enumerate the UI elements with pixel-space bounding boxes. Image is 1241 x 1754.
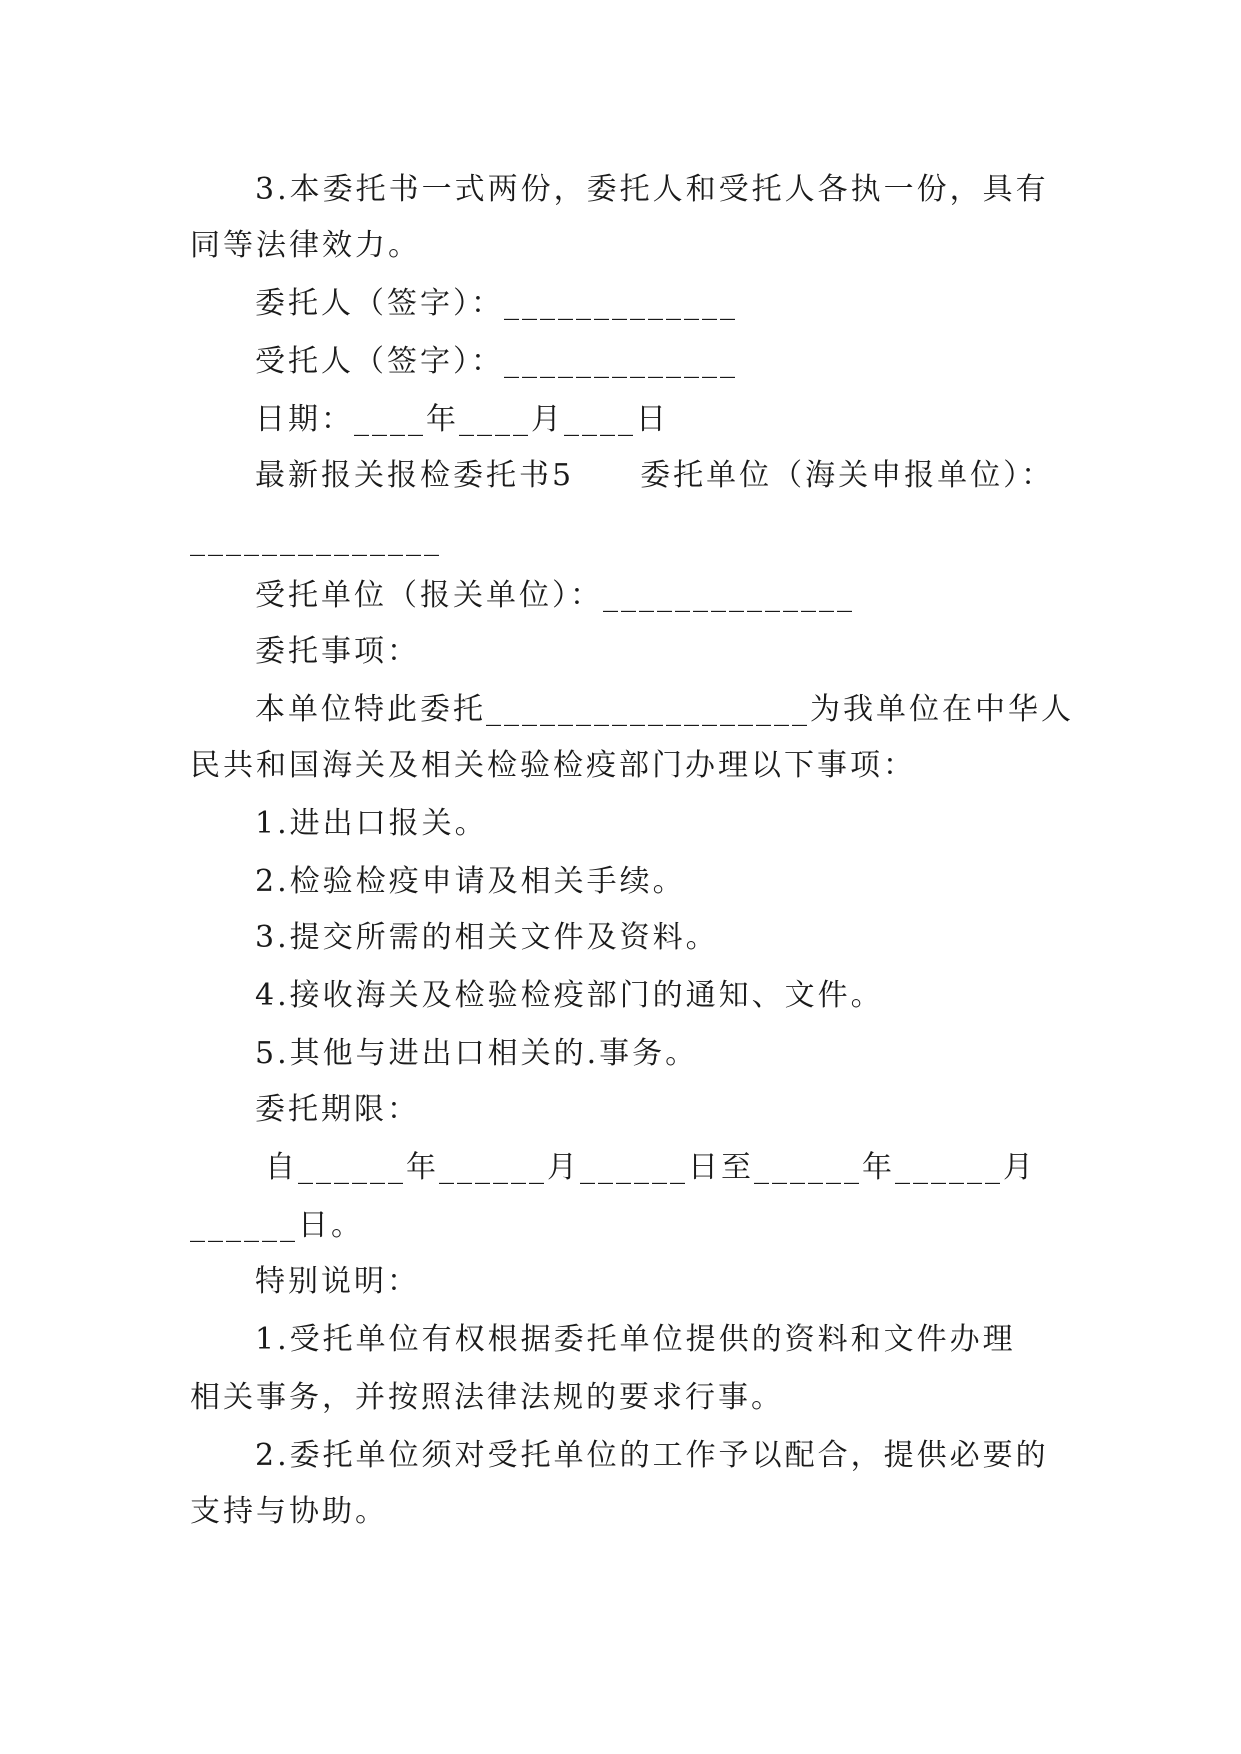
paragraph-line: 相关事务，并按照法律法规的要求行事。 xyxy=(190,1380,784,1415)
list-item: 2.检验检疫申请及相关手续。 xyxy=(255,864,686,899)
term-line: ______日。 xyxy=(190,1208,364,1243)
signature-line-principal: 委托人（签字）：_____________ xyxy=(255,286,738,321)
paragraph-line: 2.委托单位须对受托单位的工作予以配合，提供必要的 xyxy=(255,1438,1049,1473)
subheading-term: 委托期限： xyxy=(255,1092,420,1127)
paragraph-line: 1.受托单位有权根据委托单位提供的资料和文件办理 xyxy=(255,1322,1016,1357)
list-item: 4.接收海关及检验检疫部门的通知、文件。 xyxy=(255,978,884,1013)
blank-line: ______________ xyxy=(190,522,442,557)
paragraph-line: 民共和国海关及相关检验检疫部门办理以下事项： xyxy=(190,748,916,783)
section-heading-line: 最新报关报检委托书5 委托单位（海关申报单位）： xyxy=(255,458,1055,493)
agent-unit-line: 受托单位（报关单位）：______________ xyxy=(255,578,855,613)
subheading-matters: 委托事项： xyxy=(255,634,420,669)
signature-line-agent: 受托人（签字）：_____________ xyxy=(255,344,738,379)
paragraph-line: 同等法律效力。 xyxy=(190,228,421,263)
list-item: 1.进出口报关。 xyxy=(255,806,488,841)
paragraph-line: 支持与协助。 xyxy=(190,1494,388,1529)
date-line: 日期：____年____月____日 xyxy=(255,402,669,437)
term-line: 自______年______月______日至______年______月 xyxy=(265,1150,1036,1185)
paragraph-line: 3.本委托书一式两份，委托人和受托人各执一份，具有 xyxy=(255,172,1049,207)
paragraph-line: 本单位特此委托__________________为我单位在中华人 xyxy=(255,692,1074,727)
subheading-notes: 特别说明： xyxy=(255,1264,420,1299)
list-item: 5.其他与进出口相关的.事务。 xyxy=(255,1036,699,1071)
list-item: 3.提交所需的相关文件及资料。 xyxy=(255,920,719,955)
